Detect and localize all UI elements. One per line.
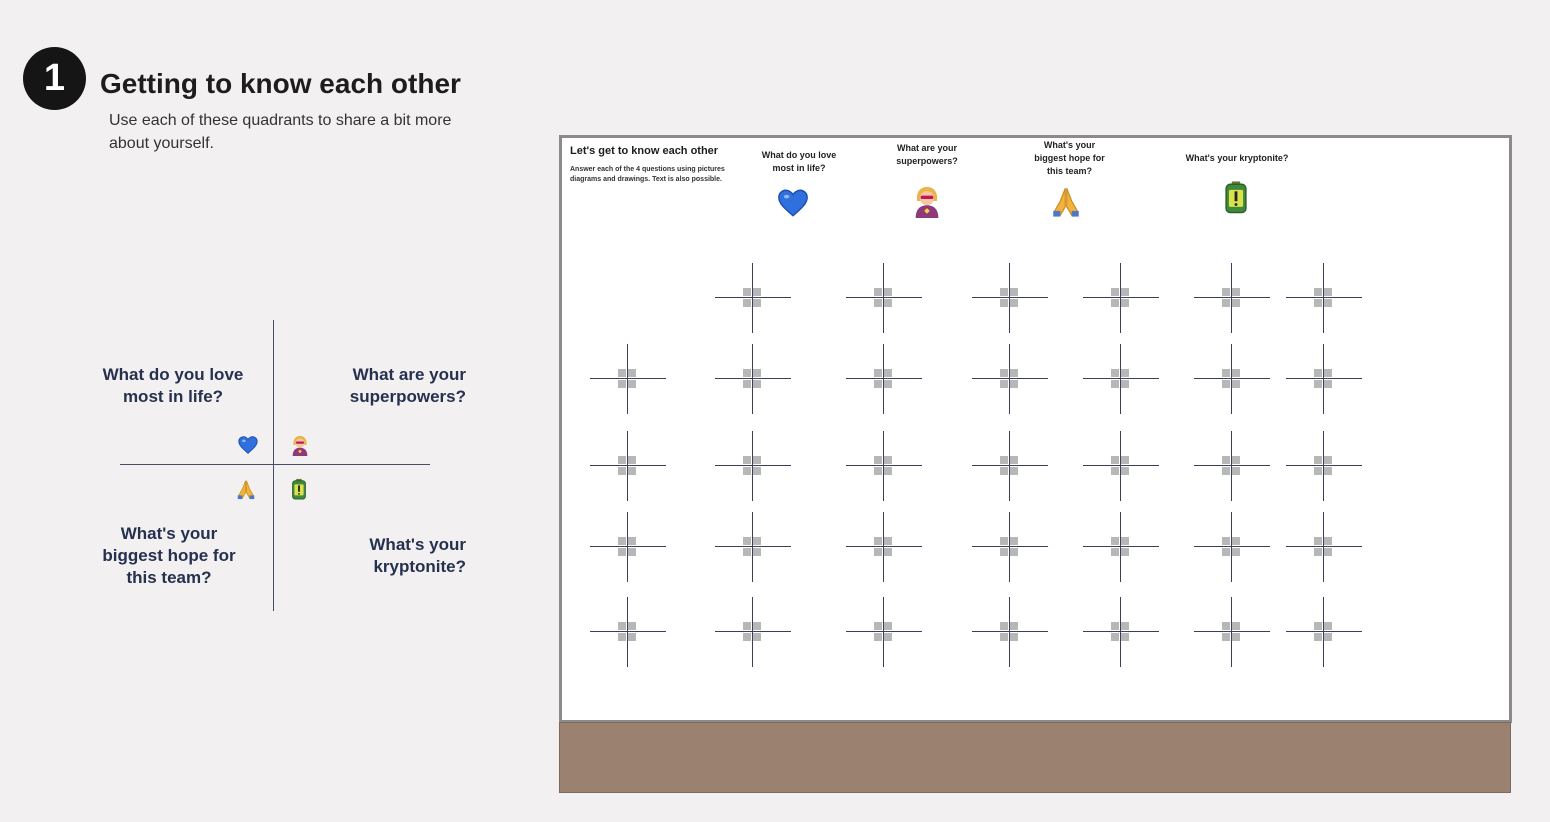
slot-placeholder-square [1314,288,1322,296]
slot-placeholder-square [884,467,892,475]
slot-horizontal-axis [1083,465,1159,466]
slot-placeholder-square [1121,369,1129,377]
slot-placeholder-square [1222,380,1230,388]
slot-placeholder-square [1314,369,1322,377]
slot-placeholder-square [1314,467,1322,475]
slot-vertical-axis [883,344,884,414]
slot-placeholder-square [743,456,751,464]
participant-quadrant-slot[interactable] [1083,263,1159,333]
slot-placeholder-square [618,622,626,630]
slot-placeholder-square [1222,288,1230,296]
slot-placeholder-square [628,456,636,464]
slot-vertical-axis [1231,263,1232,333]
slot-placeholder-square [884,369,892,377]
slot-vertical-axis [1120,597,1121,667]
participant-quadrant-slot[interactable] [1286,597,1362,667]
slot-placeholder-square [1121,622,1129,630]
slot-placeholder-square [1000,537,1008,545]
slot-vertical-axis [752,344,753,414]
slot-placeholder-square [628,537,636,545]
slot-placeholder-square [874,537,882,545]
slot-placeholder-square [1314,622,1322,630]
participant-quadrant-slot[interactable] [1194,597,1270,667]
slot-placeholder-square [1121,548,1129,556]
slot-placeholder-square [753,288,761,296]
participant-quadrant-slot[interactable] [715,263,791,333]
slot-horizontal-axis [846,546,922,547]
slot-placeholder-square [618,467,626,475]
slot-horizontal-axis [590,378,666,379]
participant-quadrant-slot[interactable] [590,431,666,501]
slot-horizontal-axis [1194,378,1270,379]
board-question-kryptonite: What's your kryptonite? [1185,153,1289,163]
slot-placeholder-square [743,537,751,545]
slot-placeholder-square [884,622,892,630]
participant-quadrant-slot[interactable] [972,431,1048,501]
board-question-love: What do you love most in life? [761,150,837,173]
slot-horizontal-axis [590,465,666,466]
slot-placeholder-square [1111,537,1119,545]
slot-placeholder-square [1111,622,1119,630]
slot-placeholder-square [874,299,882,307]
slot-placeholder-square [743,299,751,307]
slot-horizontal-axis [590,546,666,547]
participant-quadrant-slot[interactable] [972,512,1048,582]
slot-placeholder-square [1121,288,1129,296]
slot-placeholder-square [628,380,636,388]
slot-placeholder-square [1324,548,1332,556]
slot-placeholder-square [618,633,626,641]
slot-vertical-axis [1231,512,1232,582]
battery-icon [288,478,310,500]
slot-placeholder-square [1000,467,1008,475]
slot-placeholder-square [874,548,882,556]
slot-placeholder-square [1232,633,1240,641]
slot-placeholder-square [1010,380,1018,388]
slot-vertical-axis [1120,344,1121,414]
slot-horizontal-axis [846,465,922,466]
slot-placeholder-square [1324,467,1332,475]
participant-quadrant-slot[interactable] [1286,344,1362,414]
slot-placeholder-square [1000,299,1008,307]
slot-vertical-axis [1009,344,1010,414]
slot-placeholder-square [874,288,882,296]
participant-quadrant-slot[interactable] [1286,431,1362,501]
slot-horizontal-axis [1083,297,1159,298]
slot-horizontal-axis [715,465,791,466]
board-bottom-panel [559,722,1511,793]
slot-placeholder-square [618,380,626,388]
slot-placeholder-square [618,369,626,377]
whiteboard[interactable] [559,135,1512,723]
slot-vertical-axis [1009,263,1010,333]
participant-quadrant-slot[interactable] [1286,263,1362,333]
slot-placeholder-square [874,467,882,475]
slot-placeholder-square [753,456,761,464]
slot-placeholder-square [743,369,751,377]
slot-placeholder-square [1010,299,1018,307]
participant-quadrant-slot[interactable] [715,597,791,667]
slot-vertical-axis [1231,431,1232,501]
blue-heart-icon [237,434,259,456]
slot-placeholder-square [1000,369,1008,377]
superhero-icon [289,434,311,456]
slot-placeholder-square [884,633,892,641]
slot-horizontal-axis [972,631,1048,632]
slot-horizontal-axis [1083,378,1159,379]
slot-placeholder-square [1121,537,1129,545]
slot-horizontal-axis [1194,297,1270,298]
slot-placeholder-square [753,380,761,388]
slot-placeholder-square [1222,369,1230,377]
slot-placeholder-square [1121,456,1129,464]
slot-placeholder-square [1232,369,1240,377]
participant-quadrant-slot[interactable] [1286,512,1362,582]
participant-quadrant-slot[interactable] [1194,512,1270,582]
slot-placeholder-square [1000,288,1008,296]
slot-placeholder-square [628,633,636,641]
slot-placeholder-square [743,467,751,475]
slot-vertical-axis [883,431,884,501]
participant-quadrant-slot[interactable] [715,344,791,414]
slot-placeholder-square [743,288,751,296]
slot-vertical-axis [1323,431,1324,501]
slot-placeholder-square [1010,537,1018,545]
slot-placeholder-square [1232,456,1240,464]
page-subtitle: Use each of these quadrants to share a bit more about yourself. [109,112,452,152]
slot-placeholder-square [1111,288,1119,296]
slot-vertical-axis [883,263,884,333]
slot-placeholder-square [1000,622,1008,630]
board-question-superpowers: What are your superpowers? [896,143,958,166]
slot-placeholder-square [884,299,892,307]
slot-placeholder-square [1222,299,1230,307]
slot-horizontal-axis [1286,631,1362,632]
slot-horizontal-axis [590,631,666,632]
slot-placeholder-square [1121,633,1129,641]
slot-vertical-axis [627,344,628,414]
slot-placeholder-square [1232,548,1240,556]
slot-placeholder-square [1232,288,1240,296]
slot-placeholder-square [884,456,892,464]
slot-placeholder-square [874,622,882,630]
slot-placeholder-square [1121,380,1129,388]
slot-placeholder-square [1121,467,1129,475]
slot-vertical-axis [1323,512,1324,582]
slot-placeholder-square [1010,288,1018,296]
slot-placeholder-square [884,288,892,296]
participant-quadrant-slot[interactable] [715,512,791,582]
slot-horizontal-axis [972,297,1048,298]
page-title: Getting to know each other [100,68,461,99]
slot-placeholder-square [1222,548,1230,556]
slot-placeholder-square [743,548,751,556]
slot-horizontal-axis [1083,631,1159,632]
step-number: 1 [43,57,66,99]
quadrant-horizontal-axis [120,464,430,465]
slot-placeholder-square [753,299,761,307]
slot-vertical-axis [627,512,628,582]
slot-horizontal-axis [1194,546,1270,547]
participant-quadrant-slot[interactable] [846,512,922,582]
slot-placeholder-square [1314,537,1322,545]
board-instructions: Answer each of the 4 questions using pictures diagrams and drawings. Text is also possible. [570,166,725,183]
slot-placeholder-square [1232,537,1240,545]
participant-quadrant-slot[interactable] [846,597,922,667]
slot-horizontal-axis [715,546,791,547]
slot-placeholder-square [1111,467,1119,475]
slot-placeholder-square [1222,537,1230,545]
participant-quadrant-slot[interactable] [972,263,1048,333]
slot-vertical-axis [752,512,753,582]
participant-quadrant-slot[interactable] [972,344,1048,414]
slot-horizontal-axis [1286,297,1362,298]
participant-quadrant-slot[interactable] [846,263,922,333]
slot-placeholder-square [618,537,626,545]
slot-placeholder-square [1111,633,1119,641]
blue-heart-icon [776,186,810,220]
participant-quadrant-slot[interactable] [1083,512,1159,582]
slot-placeholder-square [1000,633,1008,641]
slot-placeholder-square [628,548,636,556]
slot-horizontal-axis [715,631,791,632]
slot-horizontal-axis [972,546,1048,547]
slot-vertical-axis [1009,512,1010,582]
slot-horizontal-axis [1194,631,1270,632]
participant-quadrant-slot[interactable] [846,431,922,501]
slot-placeholder-square [1324,537,1332,545]
quadrant-vertical-axis [273,320,274,611]
slot-placeholder-square [1010,633,1018,641]
slot-vertical-axis [1120,512,1121,582]
slot-placeholder-square [1222,467,1230,475]
slot-placeholder-square [1324,456,1332,464]
slot-placeholder-square [1010,369,1018,377]
slot-placeholder-square [1121,299,1129,307]
slot-vertical-axis [627,431,628,501]
slot-placeholder-square [1222,622,1230,630]
quadrant-label-kryptonite: What's your kryptonite? [369,535,466,576]
slot-vertical-axis [752,431,753,501]
slot-placeholder-square [1111,380,1119,388]
slot-placeholder-square [743,622,751,630]
slot-placeholder-square [1324,622,1332,630]
slot-placeholder-square [1232,299,1240,307]
slot-placeholder-square [1324,288,1332,296]
slot-placeholder-square [1010,467,1018,475]
slot-placeholder-square [1000,380,1008,388]
slot-vertical-axis [1120,431,1121,501]
slot-placeholder-square [874,380,882,388]
slot-horizontal-axis [846,631,922,632]
slot-horizontal-axis [846,297,922,298]
slot-placeholder-square [1314,380,1322,388]
slot-placeholder-square [1232,380,1240,388]
slot-vertical-axis [1009,597,1010,667]
slot-placeholder-square [1314,633,1322,641]
slot-placeholder-square [753,467,761,475]
slot-vertical-axis [627,597,628,667]
slot-placeholder-square [1111,548,1119,556]
slot-vertical-axis [1323,597,1324,667]
slot-placeholder-square [628,467,636,475]
quadrant-label-superpowers: What are your superpowers? [349,365,466,406]
slot-vertical-axis [1323,263,1324,333]
participant-quadrant-slot[interactable] [715,431,791,501]
slot-placeholder-square [1314,456,1322,464]
slot-horizontal-axis [846,378,922,379]
slot-horizontal-axis [1083,546,1159,547]
slot-placeholder-square [1222,633,1230,641]
slot-placeholder-square [1324,633,1332,641]
participant-quadrant-slot[interactable] [846,344,922,414]
board-question-hope: What's your biggest hope for this team? [1034,140,1105,176]
slot-placeholder-square [743,380,751,388]
step-badge [23,47,86,110]
slot-placeholder-square [1232,467,1240,475]
slot-vertical-axis [883,512,884,582]
slot-placeholder-square [1314,548,1322,556]
slot-horizontal-axis [715,378,791,379]
slot-placeholder-square [753,537,761,545]
battery-icon [1219,180,1253,214]
slot-placeholder-square [1010,622,1018,630]
slot-horizontal-axis [1194,465,1270,466]
slot-placeholder-square [618,548,626,556]
slot-placeholder-square [1000,548,1008,556]
participant-quadrant-slot[interactable] [972,597,1048,667]
slot-placeholder-square [753,633,761,641]
slot-placeholder-square [1111,369,1119,377]
slot-horizontal-axis [1286,378,1362,379]
slot-placeholder-square [1111,299,1119,307]
folded-hands-icon [235,478,257,500]
slot-vertical-axis [752,597,753,667]
participant-quadrant-slot[interactable] [590,512,666,582]
slot-placeholder-square [753,622,761,630]
participant-quadrant-slot[interactable] [1083,597,1159,667]
slot-placeholder-square [743,633,751,641]
slot-vertical-axis [1231,344,1232,414]
slot-placeholder-square [1010,456,1018,464]
superhero-icon [910,184,944,218]
slot-placeholder-square [1222,456,1230,464]
slot-placeholder-square [1000,456,1008,464]
slot-horizontal-axis [1286,465,1362,466]
slot-vertical-axis [1120,263,1121,333]
slot-vertical-axis [1323,344,1324,414]
participant-quadrant-slot[interactable] [1083,431,1159,501]
slot-placeholder-square [1010,548,1018,556]
slot-placeholder-square [1324,380,1332,388]
participant-quadrant-slot[interactable] [590,597,666,667]
slot-placeholder-square [884,380,892,388]
slot-placeholder-square [628,369,636,377]
slot-placeholder-square [874,456,882,464]
slot-placeholder-square [874,369,882,377]
slot-placeholder-square [1111,456,1119,464]
slot-placeholder-square [628,622,636,630]
slot-horizontal-axis [715,297,791,298]
slot-vertical-axis [1231,597,1232,667]
participant-quadrant-slot[interactable] [1083,344,1159,414]
slot-placeholder-square [753,369,761,377]
slot-vertical-axis [1009,431,1010,501]
participant-quadrant-slot[interactable] [1194,263,1270,333]
slot-horizontal-axis [972,465,1048,466]
slot-vertical-axis [752,263,753,333]
slot-vertical-axis [883,597,884,667]
participant-quadrant-slot[interactable] [590,344,666,414]
slot-placeholder-square [1324,299,1332,307]
slot-placeholder-square [874,633,882,641]
slot-placeholder-square [1314,299,1322,307]
folded-hands-icon [1049,184,1083,218]
slot-horizontal-axis [1286,546,1362,547]
slot-placeholder-square [618,456,626,464]
slot-placeholder-square [1232,622,1240,630]
slot-horizontal-axis [972,378,1048,379]
slot-placeholder-square [753,548,761,556]
participant-quadrant-slot[interactable] [1194,431,1270,501]
board-title: Let's get to know each other [570,145,719,157]
participant-quadrant-slot[interactable] [1194,344,1270,414]
quadrant-label-love: What do you love most in life? [102,365,244,406]
slot-placeholder-square [884,537,892,545]
slot-placeholder-square [884,548,892,556]
quadrant-label-hope: What's your biggest hope for this team? [102,524,236,587]
slot-placeholder-square [1324,369,1332,377]
